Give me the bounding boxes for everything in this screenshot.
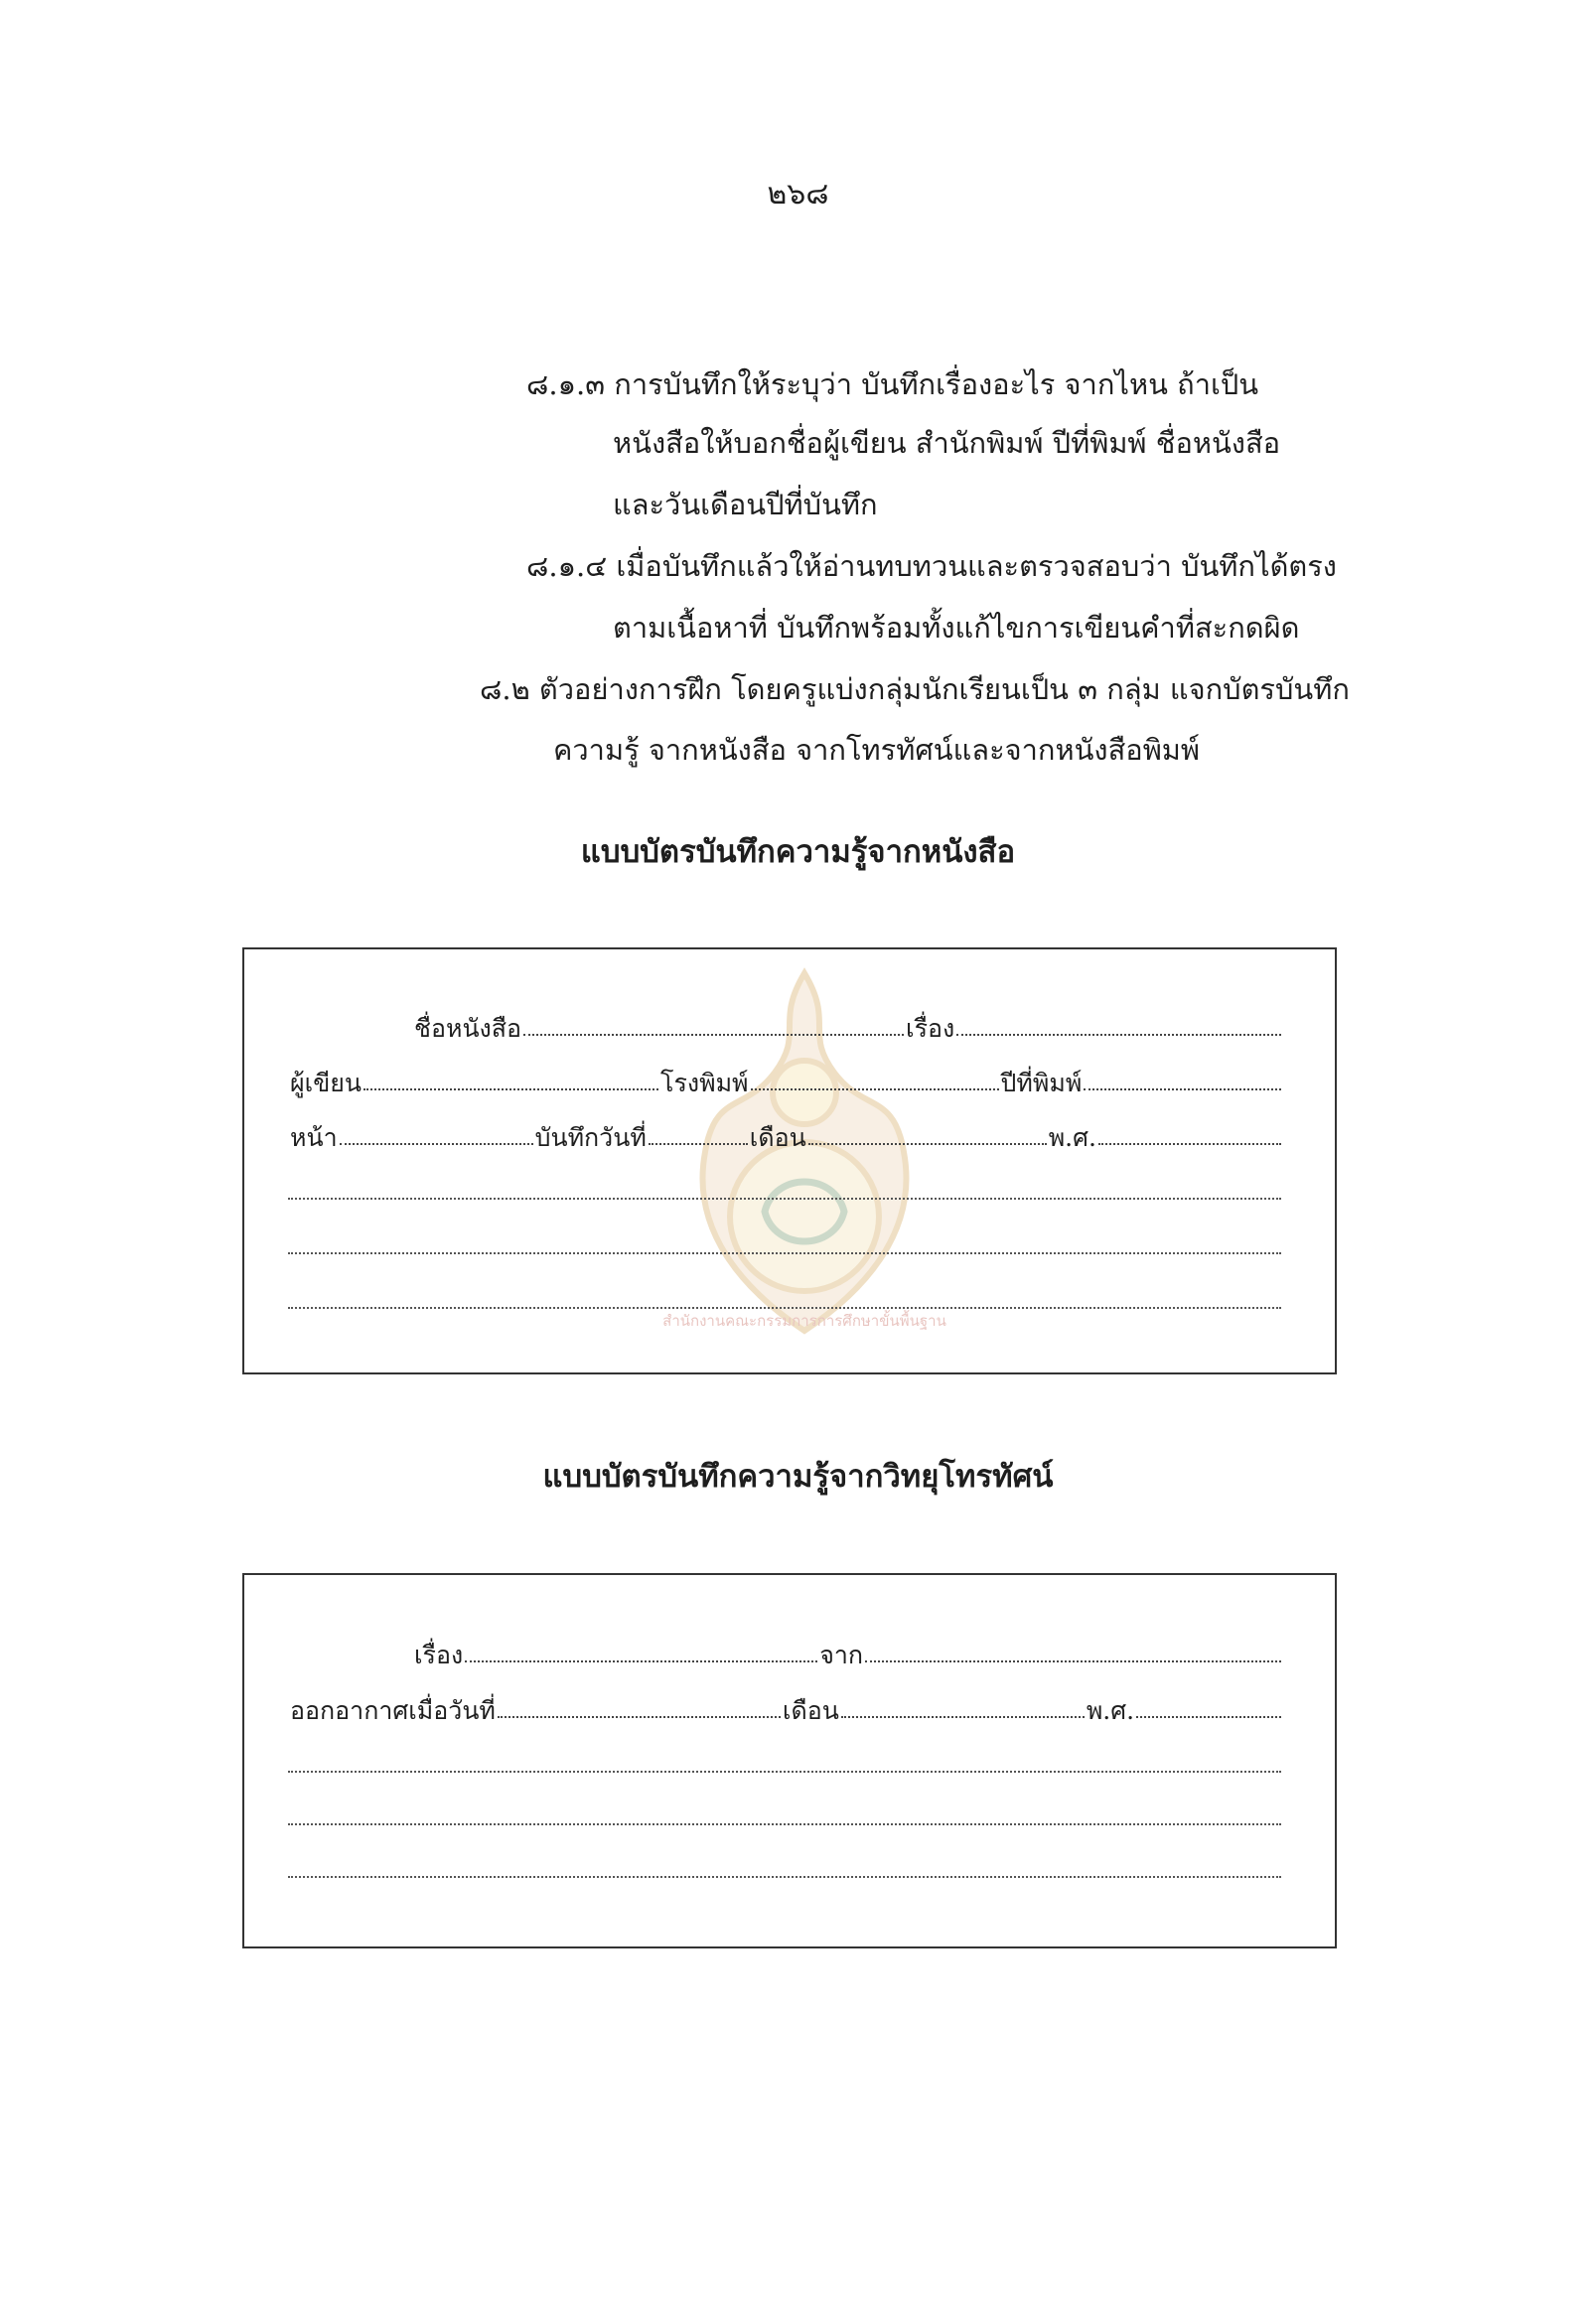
broadcast-era-blank[interactable] xyxy=(1136,1716,1281,1718)
broadcast-month-blank[interactable] xyxy=(841,1716,1085,1718)
broadcast-note-line-1[interactable] xyxy=(288,1771,1281,1773)
page-label: หน้า xyxy=(290,1123,338,1152)
book-note-line-3[interactable] xyxy=(288,1307,1281,1309)
source-label: จาก xyxy=(819,1641,864,1669)
broadcast-row-1 xyxy=(412,1634,1281,1667)
topic-blank[interactable] xyxy=(956,1034,1281,1036)
broadcast-note-line-3[interactable] xyxy=(288,1876,1281,1878)
era-blank[interactable] xyxy=(1098,1143,1281,1145)
publisher-blank[interactable] xyxy=(751,1088,999,1090)
paragraph-8-1-3-line1: ๘.๑.๓ การบันทึกให้ระบุว่า บันทึกเรื่องอะไร จากไหน ถ้าเป็น xyxy=(526,367,1259,401)
watermark-arc-text: สำนักงานคณะกรรมการการศึกษาขั้นพื้นฐาน xyxy=(662,1312,946,1330)
broadcast-month-label: เดือน xyxy=(782,1696,839,1725)
book-row-3 xyxy=(288,1116,1281,1150)
paragraph-8-1-3-line3: และวันเดือนปีที่บันทึก xyxy=(613,488,878,521)
paragraph-8-2-line2: ความรู้ จากหนังสือ จากโทรทัศน์และจากหนังสือพิมพ์ xyxy=(553,733,1201,767)
topic-label: เรื่อง xyxy=(906,1014,955,1043)
book-note-line-1[interactable] xyxy=(288,1198,1281,1200)
author-blank[interactable] xyxy=(363,1088,658,1090)
year-blank[interactable] xyxy=(1084,1088,1281,1090)
paragraph-8-1-3-line2: หนังสือให้บอกชื่อผู้เขียน สำนักพิมพ์ ปีที่พิมพ์ ชื่อหนังสือ xyxy=(613,426,1281,460)
broadcast-era-label: พ.ศ. xyxy=(1086,1696,1135,1725)
paragraph-8-1-4-line2: ตามเนื้อหาที่ บันทึกพร้อมทั้งแก้ไขการเขียนคำที่สะกดผิด xyxy=(613,611,1300,645)
paragraph-8-1-4-line1: ๘.๑.๔ เมื่อบันทึกแล้วให้อ่านทบทวนและตรวจสอบว่า บันทึกได้ตรง xyxy=(526,549,1337,583)
book-name-blank[interactable] xyxy=(523,1034,904,1036)
broadcast-card-heading: แบบบัตรบันทึกความรู้จากวิทยุโทรทัศน์ xyxy=(542,1459,1054,1495)
month-label: เดือน xyxy=(749,1123,806,1152)
broadcast-note-line-2[interactable] xyxy=(288,1823,1281,1825)
broadcast-topic-blank[interactable] xyxy=(465,1660,817,1662)
broadcast-row-2 xyxy=(288,1689,1281,1723)
author-label: ผู้เขียน xyxy=(290,1069,363,1097)
book-row-1 xyxy=(412,1007,1281,1041)
book-card-heading: แบบบัตรบันทึกความรู้จากหนังสือ xyxy=(580,834,1016,870)
record-date-blank[interactable] xyxy=(649,1143,748,1145)
publisher-label: โรงพิมพ์ xyxy=(660,1069,749,1097)
page-blank[interactable] xyxy=(340,1143,533,1145)
book-note-line-2[interactable] xyxy=(288,1252,1281,1254)
aired-date-blank[interactable] xyxy=(498,1716,781,1718)
page-number: ๒๖๘ xyxy=(767,177,829,212)
aired-date-label: ออกอากาศเมื่อวันที่ xyxy=(290,1696,496,1725)
book-name-label: ชื่อหนังสือ xyxy=(414,1014,522,1043)
era-label: พ.ศ. xyxy=(1048,1123,1096,1152)
broadcast-topic-label: เรื่อง xyxy=(414,1641,464,1669)
book-row-2 xyxy=(288,1062,1281,1095)
record-date-label: บันทึกวันที่ xyxy=(534,1123,647,1152)
broadcast-note-card xyxy=(242,1573,1337,1948)
year-label: ปีที่พิมพ์ xyxy=(1000,1069,1083,1097)
paragraph-8-2-line1: ๘.๒ ตัวอย่างการฝึก โดยครูแบ่งกลุ่มนักเรียนเป็น ๓ กลุ่ม แจกบัตรบันทึก xyxy=(480,672,1350,706)
source-blank[interactable] xyxy=(865,1660,1281,1662)
month-blank[interactable] xyxy=(808,1143,1047,1145)
